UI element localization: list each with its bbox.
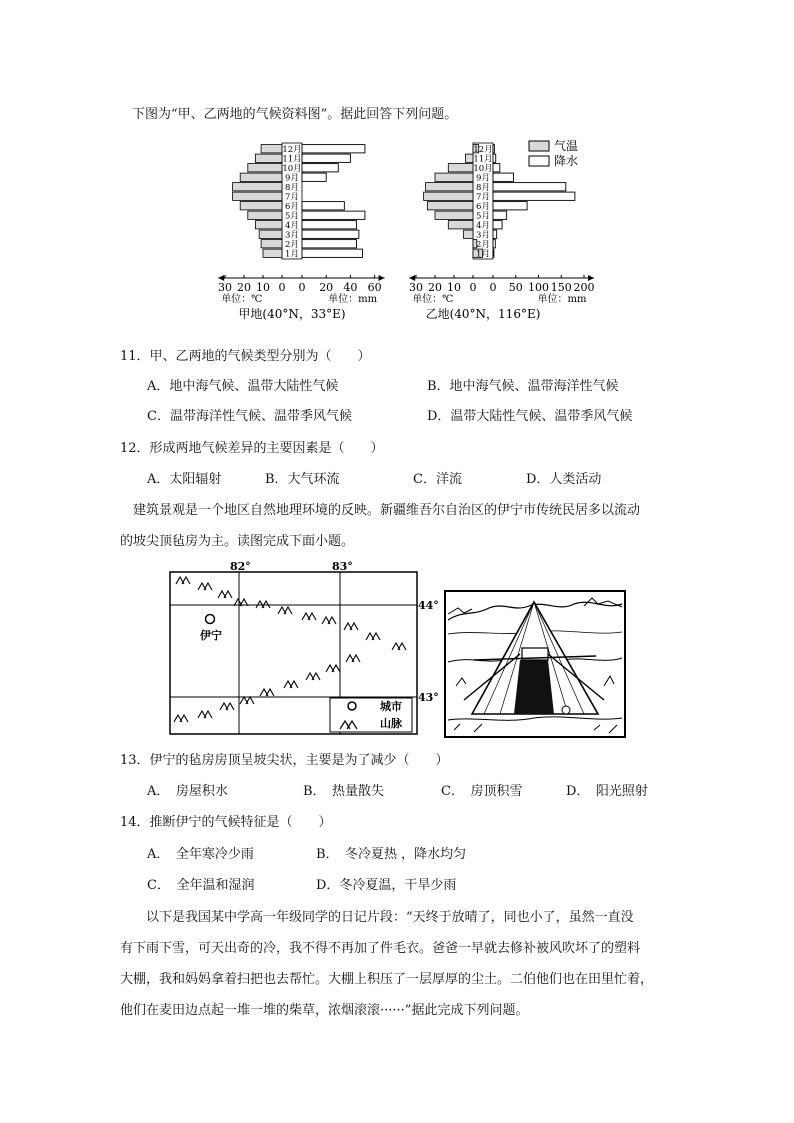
passage3-line3: 大棚，我和妈妈拿着扫把也去帮忙。大棚上积压了一层厚厚的尘土。二伯他们也在田里忙着， xyxy=(120,972,654,987)
legend-temp-swatch xyxy=(529,141,549,151)
temp-tick-label: 20 xyxy=(237,281,251,294)
month-label: 3月 xyxy=(285,230,299,241)
legend-precip-label: 降水 xyxy=(554,154,579,168)
q11-option-c[interactable]: C．温带海洋性气候、温带季风气候 xyxy=(147,409,352,424)
yining-map xyxy=(160,560,439,740)
temp-bar xyxy=(233,192,282,200)
climate-chart xyxy=(0,130,794,330)
temp-bar xyxy=(261,240,282,248)
legend-precip-swatch xyxy=(529,156,549,166)
lat-43-label: 43° xyxy=(418,691,439,704)
passage2-line2: 的坡尖顶毡房为主。读图完成下面小题。 xyxy=(120,534,355,549)
q14-stem: 14．推断伊宁的气候特征是（ ） xyxy=(120,815,332,830)
precip-bar xyxy=(302,202,344,210)
month-label: 12月 xyxy=(282,145,302,155)
precip-bar xyxy=(302,221,356,229)
precip-bar xyxy=(493,221,502,229)
precip-bar xyxy=(493,230,497,238)
q11-option-d[interactable]: D．温带大陆性气候、温带季风气候 xyxy=(427,409,633,424)
legend-city-icon xyxy=(348,702,356,710)
passage3-line1: 以下是我国某中学高一年级同学的日记片段：“天终于放晴了，同也小了，虽然一直没 xyxy=(146,910,634,925)
precip-bar xyxy=(302,249,363,257)
q12-option-a[interactable]: A．太阳辐射 xyxy=(147,472,222,487)
temp-bar xyxy=(259,230,282,238)
precip-bar xyxy=(302,154,350,162)
q14-option-a[interactable]: A． 全年寒冷少雨 xyxy=(147,847,254,862)
lon-83-label: 83° xyxy=(332,560,353,573)
precip-tick-label: 150 xyxy=(550,281,572,294)
month-label: 6月 xyxy=(476,202,490,212)
precip-tick-label: 20 xyxy=(319,281,334,294)
precip-bar xyxy=(493,249,494,257)
month-label: 5月 xyxy=(285,211,299,222)
month-label: 2月 xyxy=(476,240,490,250)
passage2-line1: 建筑景观是一个地区自然地理环境的反映。新疆维吾尔自治区的伊宁市传统民居多以流动 xyxy=(133,503,641,518)
q12-option-b[interactable]: B．大气环流 xyxy=(265,472,340,487)
unit-temp-label: 单位：℃ xyxy=(412,294,454,305)
unit-precip-label: 单位：mm xyxy=(537,294,587,305)
temp-tick-label: 0 xyxy=(278,281,286,294)
temp-tick-label: 10 xyxy=(256,281,270,294)
temp-bar xyxy=(240,202,282,210)
precip-bar xyxy=(493,164,500,172)
precip-bar xyxy=(302,145,365,153)
temp-bar xyxy=(255,154,282,162)
precip-tick-label: 100 xyxy=(528,281,549,294)
temp-bar xyxy=(448,164,473,172)
yining-city-marker xyxy=(206,615,215,624)
precip-bar xyxy=(302,211,365,219)
precip-tick-label: 60 xyxy=(367,281,382,294)
temp-bar xyxy=(261,145,282,153)
temp-bar xyxy=(435,173,473,181)
lat-44-label: 44° xyxy=(418,599,439,612)
precip-tick-label: 50 xyxy=(508,281,523,294)
precip-tick-label: 200 xyxy=(573,281,595,294)
month-label: 11月 xyxy=(473,154,493,165)
climate-chart-b xyxy=(409,143,595,321)
temp-tick-label: 30 xyxy=(409,281,423,294)
month-label: 9月 xyxy=(285,173,299,184)
legend-temp-label: 气温 xyxy=(554,139,579,153)
passage3-line2: 有下雨下雪，可天出奇的冷，我不得不再加了件毛衣。爸爸一早就去修补被风吹坏了的塑料 xyxy=(120,941,641,956)
precip-tick-label: 0 xyxy=(489,281,497,294)
month-label: 7月 xyxy=(285,192,299,203)
q13-option-d[interactable]: D． 阳光照射 xyxy=(566,784,648,799)
q14-option-b[interactable]: B． 冬冷夏热 ，降水均匀 xyxy=(316,847,467,862)
month-label: 12月 xyxy=(473,145,493,155)
month-label: 8月 xyxy=(476,183,490,193)
q14-option-d[interactable]: D．冬冷夏温，干旱少雨 xyxy=(316,878,457,893)
month-label: 10月 xyxy=(282,164,302,174)
precip-bar xyxy=(302,164,338,172)
precip-bar xyxy=(493,240,495,248)
q11-option-b[interactable]: B．地中海气候、温带海洋性气候 xyxy=(427,379,619,394)
month-label: 10月 xyxy=(473,164,493,174)
precip-bar xyxy=(493,154,496,162)
temp-bar xyxy=(435,211,473,219)
month-label: 7月 xyxy=(476,192,490,203)
q13-stem: 13．伊宁的毡房房顶呈坡尖状，主要是为了减少（ ） xyxy=(120,753,449,768)
q12-stem: 12．形成两地气候差异的主要因素是（ ） xyxy=(120,441,384,456)
precip-bar xyxy=(493,145,494,153)
yining-label: 伊宁 xyxy=(200,629,222,642)
temp-bar xyxy=(424,192,473,200)
month-label: 1月 xyxy=(476,249,490,260)
temp-bar xyxy=(263,249,282,257)
precip-bar xyxy=(302,173,326,181)
month-label: 4月 xyxy=(476,221,490,231)
chart-caption: 乙地(40°N，116°E) xyxy=(425,307,541,321)
temp-bar xyxy=(240,173,282,181)
intro-text: 下图为“甲、乙两地的气候资料图”。据此回答下列问题。 xyxy=(132,107,458,122)
precip-bar xyxy=(493,202,527,210)
temp-bar xyxy=(233,183,282,191)
precip-bar xyxy=(302,230,359,238)
temp-tick-label: 0 xyxy=(469,281,477,294)
temp-bar xyxy=(248,211,282,219)
q13-option-a[interactable]: A． 房屋积水 xyxy=(147,784,228,799)
unit-precip-label: 单位：mm xyxy=(328,294,378,305)
month-label: 11月 xyxy=(282,154,302,165)
q12-option-d[interactable]: D．人类活动 xyxy=(526,472,602,487)
precip-tick-label: 0 xyxy=(298,281,306,294)
legend-city-label: 城市 xyxy=(380,700,402,713)
temp-tick-label: 30 xyxy=(218,281,232,294)
precip-bar xyxy=(493,192,575,200)
month-label: 8月 xyxy=(285,183,299,193)
temp-bar xyxy=(464,230,474,238)
month-label: 4月 xyxy=(285,221,299,231)
yurt-illustration xyxy=(444,590,626,738)
q13-option-c[interactable]: C． 房顶积雪 xyxy=(441,784,523,799)
month-label: 5月 xyxy=(476,211,490,222)
month-label: 6月 xyxy=(285,202,299,212)
precip-bar xyxy=(302,240,356,248)
q11-option-a[interactable]: A．地中海气候、温带大陆性气候 xyxy=(147,379,339,394)
unit-temp-label: 单位：℃ xyxy=(221,294,263,305)
chart-legend xyxy=(529,138,578,168)
temp-bar xyxy=(248,164,282,172)
passage3-line4: 他们在麦田边点起一堆一堆的柴草，浓烟滚滚······”据此完成下列问题。 xyxy=(120,1003,529,1018)
precip-tick-label: 40 xyxy=(343,281,358,294)
temp-bar xyxy=(448,221,473,229)
temp-bar xyxy=(465,154,473,162)
temp-bar xyxy=(255,221,282,229)
temp-bar xyxy=(426,183,474,191)
q12-option-c[interactable]: C．洋流 xyxy=(413,472,462,487)
climate-chart-a xyxy=(218,143,385,321)
q11-stem: 11．甲、乙两地的气候类型分别为（ ） xyxy=(120,349,371,364)
temp-bar xyxy=(427,202,473,210)
month-label: 3月 xyxy=(476,230,490,241)
legend-mountain-label: 山脉 xyxy=(380,717,402,730)
precip-bar xyxy=(493,211,507,219)
q14-option-c[interactable]: C． 全年温和湿润 xyxy=(147,878,255,893)
precip-bar xyxy=(493,173,513,181)
temp-tick-label: 20 xyxy=(428,281,442,294)
month-label: 1月 xyxy=(285,249,299,260)
lon-82-label: 82° xyxy=(230,560,251,573)
month-label: 2月 xyxy=(285,240,299,250)
month-label: 9月 xyxy=(476,173,490,184)
precip-bar xyxy=(493,183,566,191)
temp-tick-label: 10 xyxy=(447,281,461,294)
q13-option-b[interactable]: B． 热量散失 xyxy=(303,784,385,799)
chart-caption: 甲地(40°N，33°E) xyxy=(238,307,346,321)
